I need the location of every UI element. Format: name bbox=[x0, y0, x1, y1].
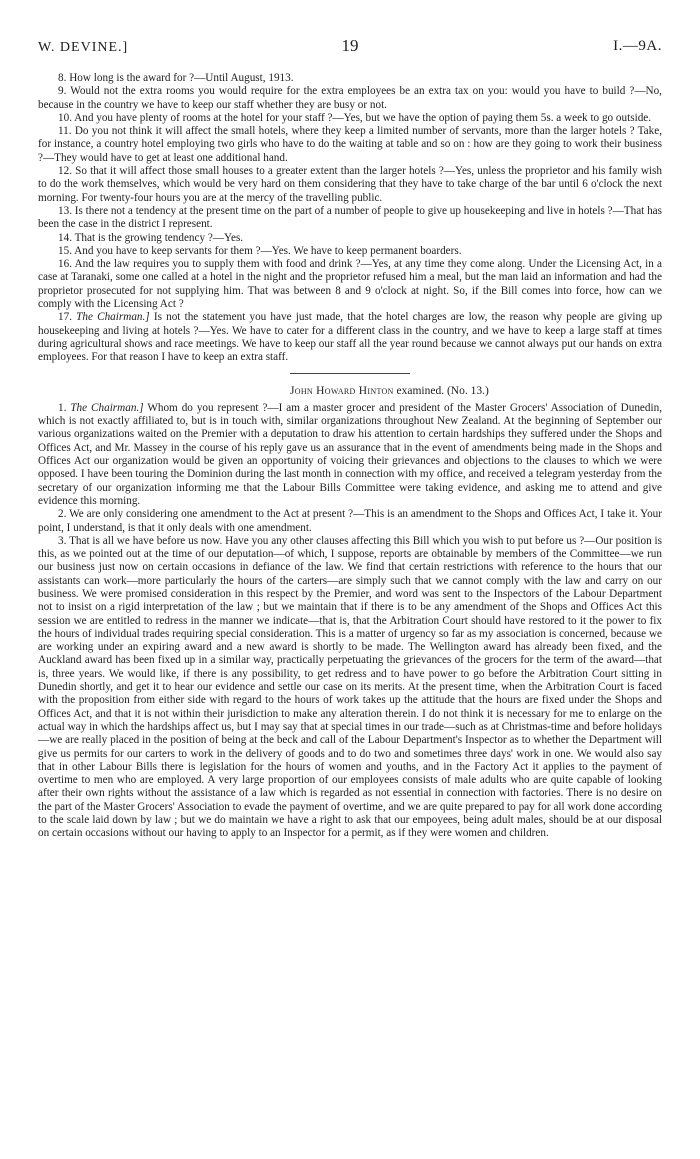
question-number: 12. bbox=[58, 165, 72, 178]
question-text: Do you not think it will affect the small hotels, where they keep a limited number of servants, more than the larger hotels ? Take, for instance, a country hotel employing two girls who have to do the waiting at table and so on : how are they going to work their business ?—They would have to get at least one additional hand. bbox=[38, 125, 663, 164]
question-paragraph bbox=[38, 72, 662, 85]
document-body bbox=[38, 72, 662, 841]
question-text: Whom do you represent ?—I am a master grocer and president of the Master Grocers' Association of Dunedin, which is not exactly affiliated to, but is in touch with, similar organizations throughout New Zealand. At the beginning of September our various organizations waited on the Premier with a deputation to draw his attention to certain hardships they suffered under the Shops and Offices Act, and Mr. Massey in the course of his reply gave us an assurance that in the event of amendments being made in the Shops and Offices Act our organization would be given an opportunity of voicing their grievances and objections to the clauses to which we were opposed. I have been touring the Dominion during the last month in connection with my office, and received a telegram yesterday from the secretary of our organization informing me that the Labour Bills Committee were taking evidence, and asking me to attend and give evidence this morning. bbox=[38, 401, 662, 507]
evidence-section-hinton bbox=[38, 402, 662, 841]
question-paragraph bbox=[38, 205, 662, 232]
question-number: 8. bbox=[58, 72, 67, 84]
question-number: 17. bbox=[58, 311, 72, 324]
document-reference: I.—9A. bbox=[613, 38, 662, 54]
question-number: 15. bbox=[58, 244, 72, 257]
evidence-section-devine bbox=[38, 72, 662, 365]
page-header bbox=[38, 34, 662, 58]
question-number: 1. bbox=[58, 401, 67, 414]
question-paragraph bbox=[38, 311, 662, 364]
question-text: And you have plenty of rooms at the hotel for your staff ?—Yes, but we have the option of paying them 5s. a week to go outside. bbox=[74, 111, 652, 124]
question-number: 3. bbox=[58, 534, 67, 547]
question-paragraph bbox=[38, 245, 662, 258]
question-number: 9. bbox=[58, 85, 67, 98]
question-paragraph bbox=[38, 402, 662, 508]
question-text: That is the growing tendency ?—Yes. bbox=[74, 231, 244, 244]
speaker-label: The Chairman.] bbox=[76, 311, 150, 324]
question-text: How long is the award for ?—Until August, 1913. bbox=[69, 72, 294, 84]
question-number: 10. bbox=[58, 111, 72, 124]
running-head: W. DEVINE.] bbox=[38, 40, 129, 55]
question-number: 11. bbox=[58, 125, 72, 138]
witness-name: John Howard Hinton bbox=[290, 384, 394, 397]
question-paragraph bbox=[38, 508, 662, 535]
question-number: 16. bbox=[58, 258, 72, 271]
question-paragraph bbox=[38, 535, 662, 841]
question-paragraph bbox=[38, 232, 662, 245]
witness-suffix: examined. (No. 13.) bbox=[396, 384, 489, 397]
page-number: 19 bbox=[341, 36, 359, 55]
question-paragraph bbox=[38, 165, 662, 205]
question-paragraph bbox=[38, 112, 662, 125]
question-number: 14. bbox=[58, 231, 72, 244]
question-paragraph bbox=[38, 258, 662, 311]
question-text: That is all we have before us now. Have you any other clauses affecting this Bill which you wish to put before us ?—Our position is this, as we pointed out at the time of our deputation—of which, I suppose, reports are obtainable by members of the Committee—we run our business just now on certain occasions in defiance of the law. We find that certain restrictions with reference to the hours that our assistants can work—more particularly the hours of the carters—are simply such that we cannot comply with the law and carry on our business. We were promised consideration in this respect by the Premier, and word was sent to the Inspectors of the Labour Department not to insist on a rigid interpretation of the law ; but we maintain that if there is to be any amendment of the Shops and Offices Act this session we are entitled to redress in the manner we indicate—that is, that the Arbitration Court should have restored to it the power to fix the hours of individual trades requiring special consideration. This is a matter of urgency so far as my association is concerned, because we are working under an expiring award and a new award is shortly to be made. The Wellington award has already been fixed, and the Auckland award has been fixed up in a similar way, practically perpetuating the grievances of the grocers for the term of the award—that is, three years. We would like, if there is any possibility, to get redress and to have power to go before the Arbitration Court sitting in Dunedin shortly, and get it to hear our evidence and settle our case on its merits. At the present time, when the Arbitration Court is faced with the proposition from either side with regard to the hours of work takes up the attitude that the hours are fixed under the Shops and Offices Act, and that it is not within their jurisdiction to make any alteration therein. I do not think it is necessary for me to enlarge on the actual way in which the hardships affect us, but I may say that at special times in our trade—such as at Christmas-time and before holidays—we are really placed in the position of being at the beck and call of the Labour Department's Inspector as to whether the Department will give us permits for our carters to work in the delivery of goods and to do two and sometimes three days' work in one. We would also say that in other Labour Bills there is legislation for the hours of women and youths, and in the Factory Act it applies to the payment of overtime to men who are employed. A very large proportion of our employees consists of male adults who are quite capable of looking after their own rights without the assistance of a law which is regarded as not essential in connection with factories. There is no desire on the part of the Master Grocers' Association to evade the payment of overtime, and we are quite prepared to pay for all work done according to the scale laid down by law ; but we do maintain we have a right to ask that our empoyees, being adult males, should be at our disposal on certain occasions without our having to apply to an Inspector for a permit, as if they were women and children. bbox=[38, 534, 662, 840]
question-text: Would not the extra rooms you would require for the extra employees be an extra tax on you: would you have to build ?—No, because in the country we have to keep our staff whether they are busy or not. bbox=[38, 85, 662, 111]
witness-heading bbox=[290, 373, 489, 398]
question-text: We are only considering one amendment to the Act at present ?—This is an amendment to the Shops and Offices Act, I take it. Your point, I understand, is that it only deals with one amendment. bbox=[38, 508, 662, 534]
speaker-label: The Chairman.] bbox=[70, 401, 144, 414]
question-number: 13. bbox=[58, 204, 72, 217]
question-number: 2. bbox=[58, 508, 67, 521]
question-paragraph bbox=[38, 125, 662, 165]
question-paragraph bbox=[38, 85, 662, 112]
question-text: So that it will affect those small houses to a greater extent than the larger hotels ?—Yes, unless the proprietor and his family wish to do the work themselves, which would be very hard on them considering that they have to take charge of the bar until 6 o'clock the next morning. For twenty-four hours you are at the mercy of the travelling public. bbox=[38, 165, 662, 204]
question-text: Is not the statement you have just made, that the hotel charges are low, the reason why people are giving up housekeeping and living at hotels ?—Yes. We have to cater for a different class in the country, and we have to keep a large staff at times during agricultural shows and race meetings. We have to keep our staff all the year round because we cannot always put our hands on extra employees. For that reason I have to keep an extra staff. bbox=[38, 311, 663, 364]
question-text: And the law requires you to supply them with food and drink ?—Yes, at any time they come along. Under the Licensing Act, in a case at Taranaki, some one called at a hotel in the night and the proprietor refused him a meal, but the man laid an information and had the proprietor prosecuted for not supplying him. That was between 8 and 9 o'clock at night. So, if the Bill comes into force, how can we comply with the Licensing Act ? bbox=[38, 258, 662, 311]
question-text: And you have to keep servants for them ?—Yes. We have to keep permanent boarders. bbox=[74, 244, 462, 257]
question-text: Is there not a tendency at the present time on the part of a number of people to give up housekeeping and live in hotels ?—That has been the case in the district I represent. bbox=[38, 204, 663, 231]
